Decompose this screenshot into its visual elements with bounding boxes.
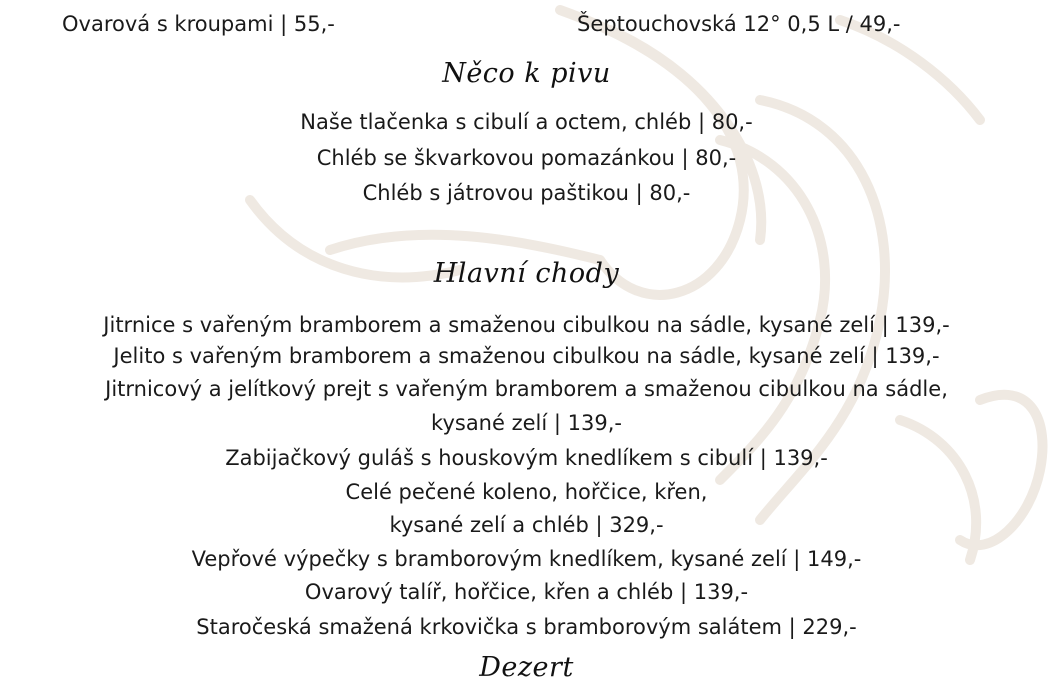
menu-item: Vepřové výpečky s bramborovým knedlíkem, kysané zelí | 149,- bbox=[191, 547, 862, 571]
menu-item: Chléb s játrovou paštikou | 80,- bbox=[362, 181, 691, 205]
menu-item: Jitrnicový a jelítkový prejt s vařeným bramborem a smaženou cibulkou na sádle, bbox=[105, 377, 948, 401]
section-title-neco-k-pivu: Něco k pivu bbox=[442, 58, 611, 89]
menu-item: Chléb se škvarkovou pomazánkou | 80,- bbox=[316, 146, 737, 170]
menu-item: Zabijačkový guláš s houskovým knedlíkem s cibulí | 139,- bbox=[225, 446, 828, 470]
menu-item-ovarova: Ovarová s kroupami | 55,- bbox=[62, 12, 335, 36]
menu-item: Jelito s vařeným bramborem a smaženou cibulkou na sádle, kysané zelí | 139,- bbox=[113, 344, 940, 368]
section-title-dezert: Dezert bbox=[479, 652, 574, 683]
top-row bbox=[0, 12, 1053, 48]
menu-item: kysané zelí a chléb | 329,- bbox=[389, 513, 664, 537]
menu-item: Celé pečené koleno, hořčice, křen, bbox=[345, 480, 708, 504]
menu-item: Ovarový talíř, hořčice, křen a chléb | 139,- bbox=[304, 580, 749, 604]
menu-item: kysané zelí | 139,- bbox=[431, 411, 622, 435]
section-title-hlavni-chody: Hlavní chody bbox=[433, 258, 620, 289]
menu-item-septouchovska: Šeptouchovská 12° 0,5 L / 49,- bbox=[577, 12, 901, 36]
menu-item: Naše tlačenka s cibulí a octem, chléb | 80,- bbox=[300, 110, 753, 134]
menu-item: Staročeská smažená krkovička s bramborovým salátem | 229,- bbox=[196, 615, 857, 639]
menu-item: Jitrnice s vařeným bramborem a smaženou cibulkou na sádle, kysané zelí | 139,- bbox=[103, 313, 950, 337]
